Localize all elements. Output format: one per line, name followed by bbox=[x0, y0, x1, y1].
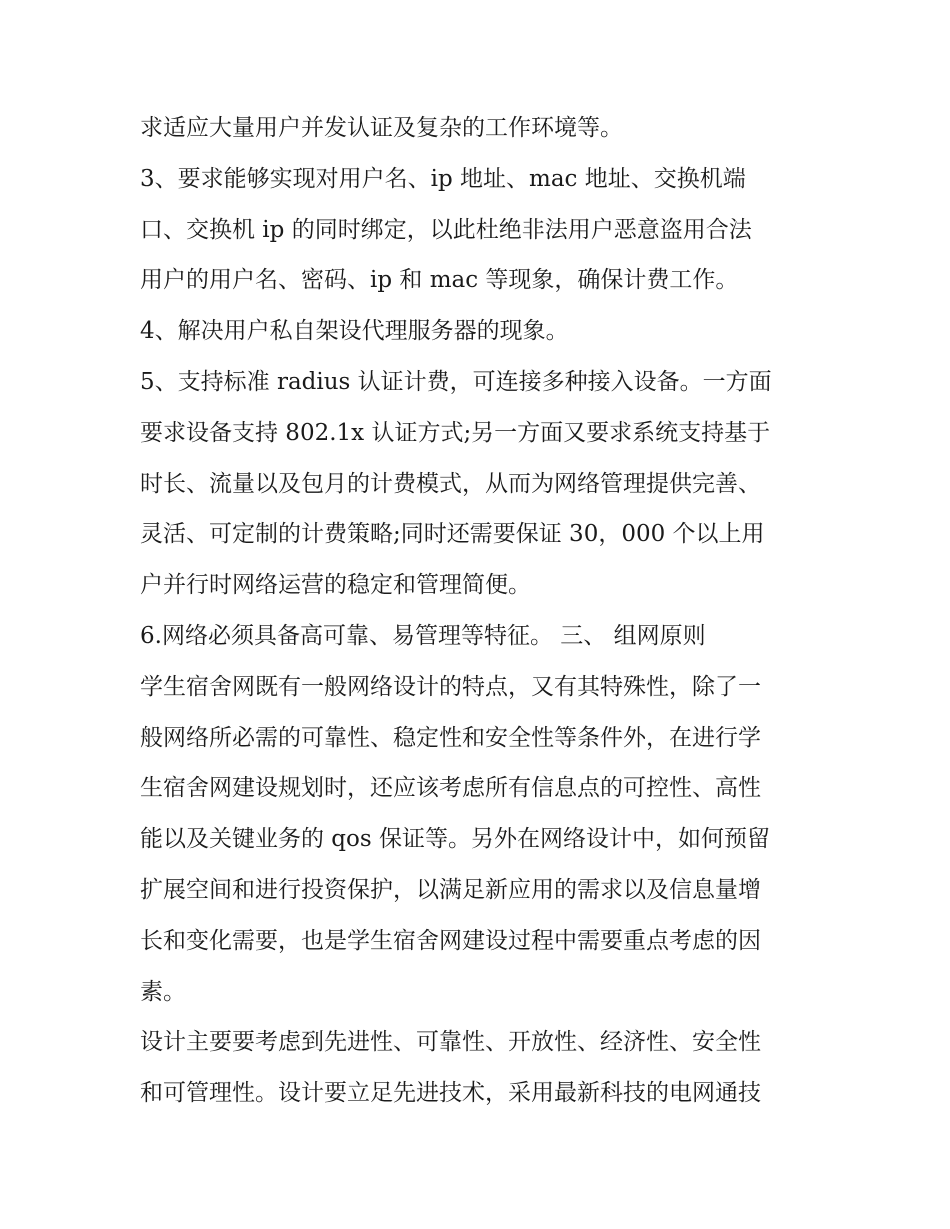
text-line: 能以及关键业务的 qos 保证等。另外在网络设计中，如何预留 bbox=[140, 826, 770, 853]
body-text bbox=[140, 103, 830, 1119]
text-line: 生宿舍网建设规划时，还应该考虑所有信息点的可控性、高性 bbox=[140, 775, 761, 802]
text-line: 般网络所必需的可靠性、稳定性和安全性等条件外，在进行学 bbox=[140, 724, 761, 751]
text-line: 3、要求能够实现对用户名、ip 地址、mac 地址、交换机端 bbox=[140, 165, 746, 192]
text-line: 要求设备支持 802.1x 认证方式;另一方面又要求系统支持基于 bbox=[140, 419, 771, 446]
text-line: 时长、流量以及包月的计费模式，从而为网络管理提供完善、 bbox=[140, 470, 761, 497]
text-line: 学生宿舍网既有一般网络设计的特点，又有其特殊性，除了一 bbox=[140, 673, 761, 700]
text-line: 长和变化需要，也是学生宿舍网建设过程中需要重点考虑的因 bbox=[140, 927, 761, 954]
text-line: 求适应大量用户并发认证及复杂的工作环境等。 bbox=[140, 115, 623, 141]
text-line: 4、解决用户私自架设代理服务器的现象。 bbox=[140, 318, 569, 345]
text-line: 设计主要要考虑到先进性、可靠性、开放性、经济性、安全性 bbox=[140, 1029, 761, 1056]
text-line: 户并行时网络运营的稳定和管理简便。 bbox=[140, 572, 531, 599]
text-line: 6.网络必须具备高可靠、易管理等特征。 三、 组网原则 bbox=[140, 622, 706, 649]
text-line: 扩展空间和进行投资保护，以满足新应用的需求以及信息量增 bbox=[140, 876, 761, 903]
text-line: 用户的用户名、密码、ip 和 mac 等现象，确保计费工作。 bbox=[140, 267, 739, 294]
text-line: 灵活、可定制的计费策略;同时还需要保证 30，000 个以上用 bbox=[140, 521, 765, 548]
text-line: 口、交换机 ip 的同时绑定，以此杜绝非法用户恶意盗用合法 bbox=[140, 216, 752, 243]
text-line: 5、支持标准 radius 认证计费，可连接多种接入设备。一方面 bbox=[140, 368, 772, 395]
text-line: 和可管理性。设计要立足先进技术，采用最新科技的电网通技 bbox=[140, 1080, 761, 1107]
text-line: 素。 bbox=[140, 978, 186, 1005]
